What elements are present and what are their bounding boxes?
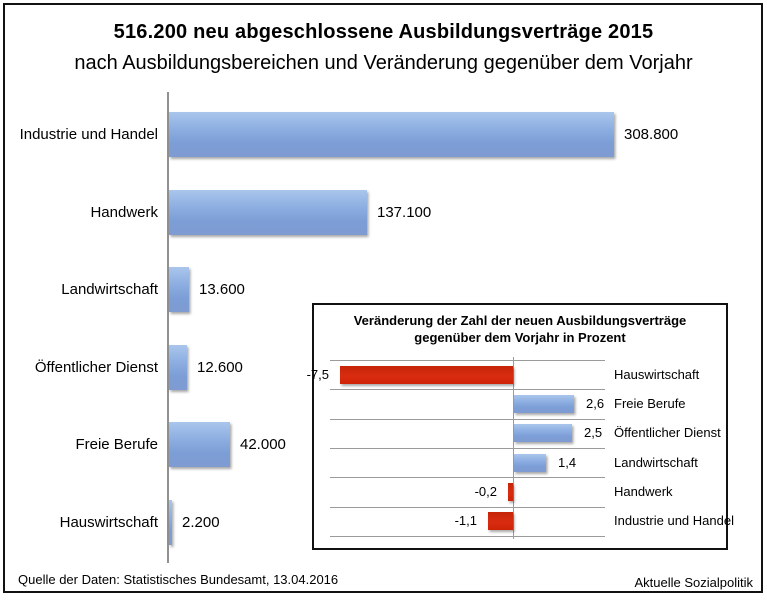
inset-bar-industrie-und-handel (488, 512, 513, 530)
category-label-offentlicher-dienst: Öffentlicher Dienst (34, 358, 158, 376)
chart-subtitle: nach Ausbildungsbereichen und Veränderung gegenüber dem Vorjahr (74, 52, 693, 74)
inset-bar-handwerk (508, 483, 513, 501)
chart-title: 516.200 neu abgeschlossene Ausbildungsverträge 2015 (113, 21, 654, 43)
inset-category-label-hauswirtschaft: Hauswirtschaft (614, 366, 700, 382)
grid-line (330, 448, 605, 449)
value-label-handwerk: 137.100 (377, 203, 432, 221)
bar-handwerk (169, 190, 367, 235)
bar-industrie-und-handel (169, 112, 614, 157)
value-label-freie-berufe: 42.000 (240, 435, 286, 453)
grid-line (330, 419, 605, 420)
inset-value-label-freie-berufe: 2,6 (586, 395, 605, 411)
source-note: Quelle der Daten: Statistisches Bundesamt, 13.04.2016 (18, 572, 339, 587)
inset-chart (306, 303, 734, 550)
inset-value-label-industrie-und-handel: -1,1 (454, 513, 477, 529)
value-label-hauswirtschaft: 2.200 (182, 513, 220, 531)
bar-freie-berufe (169, 422, 230, 467)
grid-line (330, 507, 605, 508)
inset-bar-offentlicher-dienst (514, 424, 572, 442)
category-label-hauswirtschaft: Hauswirtschaft (59, 513, 158, 531)
inset-category-label-handwerk: Handwerk (614, 483, 673, 499)
category-label-industrie-und-handel: Industrie und Handel (19, 125, 158, 143)
bar-offentlicher-dienst (169, 345, 187, 390)
category-label-landwirtschaft: Landwirtschaft (61, 280, 158, 298)
grid-line (330, 477, 605, 478)
credit-note: Aktuelle Sozialpolitik (634, 575, 753, 590)
grid-line (330, 360, 605, 361)
inset-value-label-landwirtschaft: 1,4 (558, 454, 577, 470)
inset-category-label-offentlicher-dienst: Öffentlicher Dienst (614, 425, 721, 441)
value-label-industrie-und-handel: 308.800 (624, 125, 679, 143)
inset-bar-hauswirtschaft (340, 366, 513, 384)
inset-value-label-handwerk: -0,2 (474, 483, 497, 499)
value-label-landwirtschaft: 13.600 (199, 280, 245, 298)
inset-value-label-offentlicher-dienst: 2,5 (584, 425, 603, 441)
category-label-handwerk: Handwerk (90, 203, 158, 221)
inset-axis-line (513, 357, 514, 539)
inset-category-label-industrie-und-handel: Industrie und Handel (614, 513, 734, 529)
grid-line (330, 389, 605, 390)
inset-title-line2: gegenüber dem Vorjahr in Prozent (414, 330, 626, 345)
inset-title (314, 312, 726, 346)
inset-value-label-hauswirtschaft: -7,5 (306, 366, 329, 382)
main-axis-line (167, 92, 169, 563)
value-label-offentlicher-dienst: 12.600 (197, 358, 243, 376)
grid-line (330, 536, 605, 537)
category-label-freie-berufe: Freie Berufe (75, 435, 158, 453)
bar-landwirtschaft (169, 267, 189, 312)
inset-category-label-landwirtschaft: Landwirtschaft (614, 454, 698, 470)
inset-category-label-freie-berufe: Freie Berufe (614, 395, 686, 411)
inset-bar-landwirtschaft (514, 454, 546, 472)
bar-hauswirtschaft (169, 500, 172, 545)
inset-title-line1: Veränderung der Zahl der neuen Ausbildungsverträge (353, 313, 687, 328)
inset-bar-freie-berufe (514, 395, 574, 413)
